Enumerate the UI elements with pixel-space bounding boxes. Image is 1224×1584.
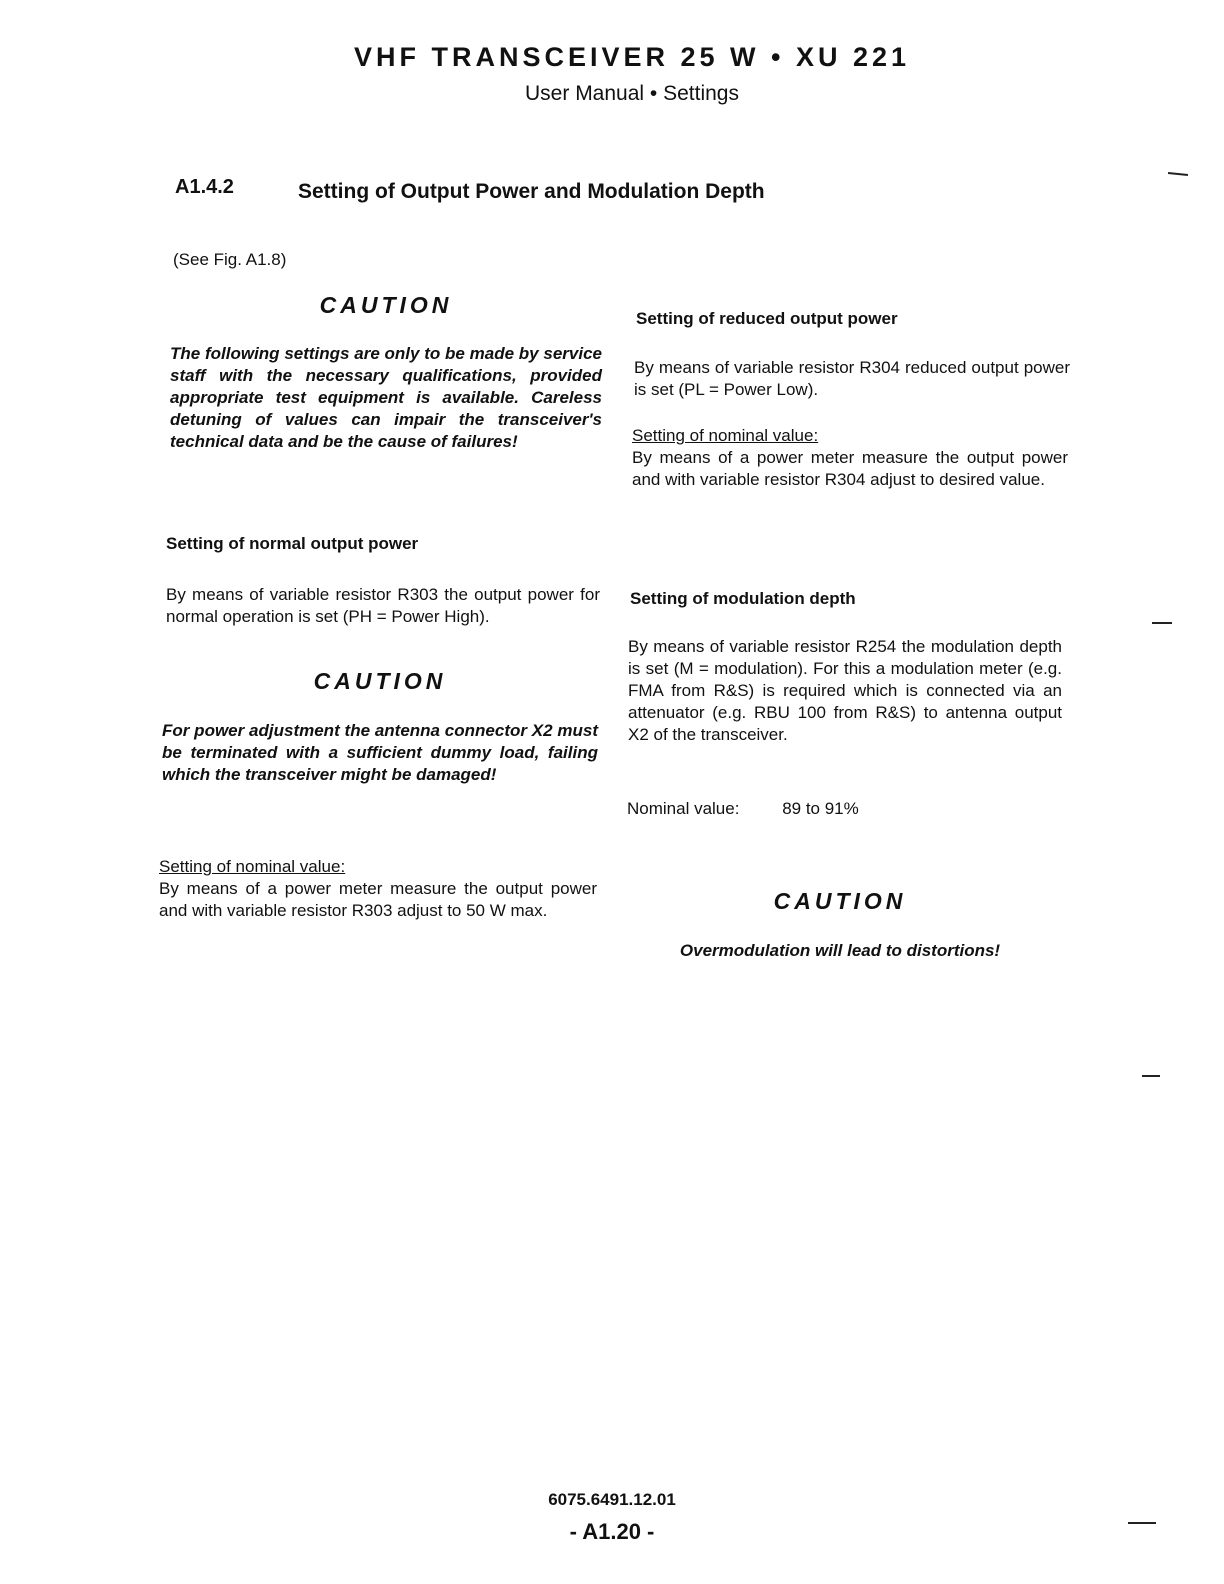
reduced-power-text: By means of variable resistor R304 reduced output power is set (PL = Power Low). xyxy=(634,358,1070,399)
margin-mark xyxy=(1128,1522,1156,1524)
nominal-value-text: By means of a power meter measure the output power and with variable resistor R303 adjust to 50 W max. xyxy=(159,879,597,920)
caution-block-2 xyxy=(162,670,598,692)
nominal-value-number: 89 to 91% xyxy=(782,799,859,818)
reduced-power-text-block xyxy=(634,357,1070,401)
caution-text: The following settings are only to be made by service staff with the necessary qualifications, provided appropriate test equipment is available. Careless detuning of values can impair the transceiver's technical data and be the cause of failures! xyxy=(170,344,602,451)
document-subtitle: User Manual • Settings xyxy=(525,82,739,105)
caution-text-2-block xyxy=(162,720,598,786)
caution-label: CAUTION xyxy=(319,292,453,318)
modulation-text-block xyxy=(628,636,1062,746)
document-code: 6075.6491.12.01 xyxy=(548,1490,676,1509)
caution-block-3 xyxy=(628,890,1052,912)
nominal-value-label: Nominal value: xyxy=(627,799,740,818)
normal-power-text-block xyxy=(166,584,600,628)
caution-text: For power adjustment the antenna connector X2 must be terminated with a sufficient dummy load, failing which the transceiver might be damaged! xyxy=(162,721,598,784)
margin-mark xyxy=(1168,172,1188,176)
modulation-heading-block xyxy=(630,588,1066,610)
normal-power-text: By means of variable resistor R303 the output power for normal operation is set (PH = Power High). xyxy=(166,585,600,626)
nominal-value-text: By means of a power meter measure the output power and with variable resistor R304 adjust to desired value. xyxy=(632,448,1068,489)
document-title: VHF TRANSCEIVER 25 W • XU 221 xyxy=(353,42,911,72)
caution-text-1-block xyxy=(170,343,602,453)
nominal-value-block-right xyxy=(632,425,1068,491)
nominal-value-label: Setting of nominal value: xyxy=(632,426,819,445)
margin-mark xyxy=(1152,622,1172,624)
normal-power-heading: Setting of normal output power xyxy=(166,534,419,553)
modulation-text: By means of variable resistor R254 the modulation depth is set (M = modulation). For this a modulation meter (e.g. FMA from R&S) is required which is connected via an attenuator (e.g. RBU 100 from R&S) to antenna output X2 of the transceiver. xyxy=(628,637,1062,744)
reduced-power-heading: Setting of reduced output power xyxy=(636,309,898,328)
figure-reference: (See Fig. A1.8) xyxy=(173,250,287,269)
normal-power-heading-block xyxy=(166,533,602,555)
section-title: Setting of Output Power and Modulation Depth xyxy=(298,180,765,203)
caution-label: CAUTION xyxy=(773,888,907,914)
caution-label: CAUTION xyxy=(313,668,447,694)
section-number: A1.4.2 xyxy=(175,176,234,198)
page-number: - A1.20 - xyxy=(569,1519,655,1544)
caution-text-3-block xyxy=(628,940,1052,962)
modulation-heading: Setting of modulation depth xyxy=(630,589,856,608)
nominal-value-block-left xyxy=(159,856,597,922)
caution-block-1 xyxy=(170,294,602,316)
nominal-value-label: Setting of nominal value: xyxy=(159,857,346,876)
margin-mark xyxy=(1142,1075,1160,1077)
nominal-value-row xyxy=(627,798,1067,820)
reduced-power-heading-block xyxy=(636,308,1068,330)
caution-text: Overmodulation will lead to distortions! xyxy=(679,941,1001,960)
